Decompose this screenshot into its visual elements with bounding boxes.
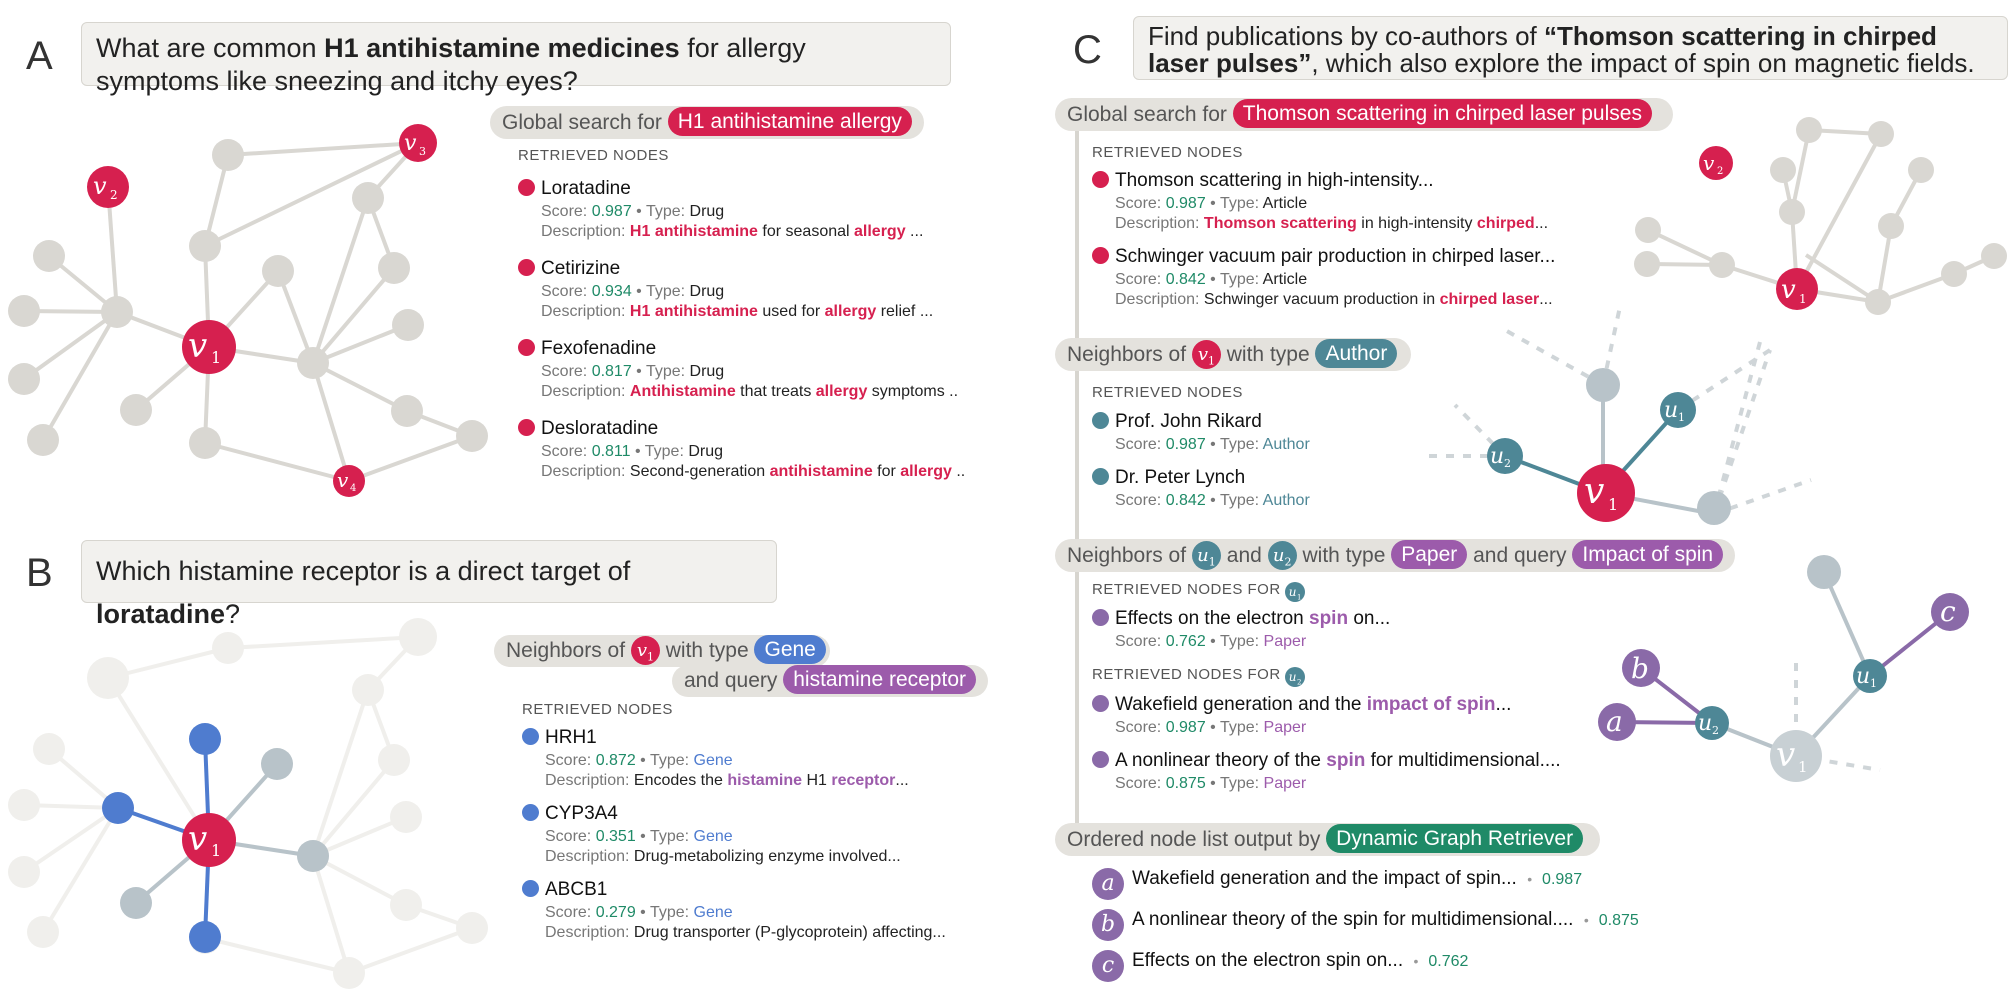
svg-text:4: 4 xyxy=(350,483,357,494)
node-meta xyxy=(1115,633,1390,651)
score-label: Score: xyxy=(1115,492,1166,509)
graph-c1-nodes xyxy=(1634,117,2007,315)
question-c-bold: “Thomson scattering in chirped laser pulses” xyxy=(1148,21,1937,78)
node-description xyxy=(1115,215,1548,233)
output-rank-badge: a xyxy=(1092,868,1124,900)
meta-separator: • xyxy=(1205,436,1220,453)
retrieved-node[interactable] xyxy=(1092,170,1548,233)
step-neighbors-author-text: Neighbors of xyxy=(1067,343,1187,366)
query-pill-a: H1 antihistamine allergy xyxy=(668,107,912,136)
meta-separator: • xyxy=(1205,775,1220,792)
step-ordered-output xyxy=(1055,823,1600,856)
retrieved-node[interactable] xyxy=(1092,694,1511,737)
svg-text:v: v xyxy=(1584,471,1605,512)
node-score: 0.987 xyxy=(591,203,632,220)
type-label: Type: xyxy=(1219,492,1263,509)
step-global-search-c xyxy=(1055,98,1673,131)
description-text: ... xyxy=(1534,215,1549,232)
output-separator: • xyxy=(1527,871,1537,887)
node-name: Wakefield generation and the xyxy=(1115,694,1367,715)
node-type: Drug xyxy=(689,203,725,220)
node-name: Fexofenadine xyxy=(541,338,657,359)
type-label: Type: xyxy=(649,904,694,921)
node-score: 0.279 xyxy=(595,904,636,921)
svg-text:v: v xyxy=(404,131,417,156)
svg-text:a: a xyxy=(1606,705,1623,738)
node-name: A nonlinear theory of the xyxy=(1115,750,1327,771)
node-type: Gene xyxy=(693,828,733,845)
u1-badge: $u_1$ xyxy=(1192,541,1221,570)
graph-c1-v1 xyxy=(1776,268,1818,310)
node-title xyxy=(1092,246,1555,268)
svg-text:1: 1 xyxy=(211,841,222,860)
node-dot xyxy=(1092,247,1109,264)
meta-separator: • xyxy=(630,443,645,460)
description-label: Description: xyxy=(545,924,634,941)
node-type: Drug xyxy=(688,443,724,460)
score-label: Score: xyxy=(541,443,592,460)
question-c-post: , which also explore the impact of spin on magnetic fields. xyxy=(1311,48,1975,78)
type-label: Type: xyxy=(644,443,689,460)
score-label: Score: xyxy=(541,283,592,300)
description-label: Description: xyxy=(1115,215,1204,232)
type-pill-gene: Gene xyxy=(754,635,825,664)
score-label: Score: xyxy=(1115,195,1166,212)
description-keyword: chirped laser xyxy=(1439,291,1540,308)
node-title xyxy=(1092,411,1310,433)
svg-text:u: u xyxy=(1698,711,1713,736)
type-label: Type: xyxy=(1219,775,1264,792)
node-title xyxy=(1092,467,1310,489)
node-title xyxy=(1092,170,1548,192)
question-b-pre: Which histamine receptor is a direct target of xyxy=(96,556,631,586)
type-label: Type: xyxy=(1219,271,1263,288)
svg-text:u: u xyxy=(1856,664,1871,689)
node-score: 0.875 xyxy=(1165,775,1206,792)
question-b-bold: loratadine xyxy=(96,599,226,629)
node-name: Prof. John Rikard xyxy=(1115,411,1262,432)
score-label: Score: xyxy=(545,828,596,845)
node-type: Drug xyxy=(689,283,725,300)
type-label: Type: xyxy=(649,828,694,845)
description-label: Description: xyxy=(545,848,634,865)
meta-separator: • xyxy=(635,904,650,921)
description-text: used for xyxy=(757,303,825,320)
output-separator: • xyxy=(1583,912,1593,928)
node-type: Drug xyxy=(689,363,725,380)
svg-text:v: v xyxy=(188,819,208,859)
svg-text:2: 2 xyxy=(1717,166,1724,177)
node-title xyxy=(1092,694,1511,716)
type-pill-paper: Paper xyxy=(1391,540,1467,569)
node-type: Author xyxy=(1262,492,1310,509)
node-dot xyxy=(1092,468,1109,485)
description-text: .. xyxy=(951,463,966,480)
node-name: Schwinger vacuum pair production in chirped laser... xyxy=(1115,246,1556,267)
step-neighbors-paper-text: Neighbors of xyxy=(1067,544,1187,567)
node-score: 0.987 xyxy=(1165,195,1206,212)
output-rank-badge: b xyxy=(1092,909,1124,941)
svg-text:2: 2 xyxy=(110,188,118,202)
node-type: Gene xyxy=(693,904,733,921)
type-label: Type: xyxy=(645,203,690,220)
description-text: Drug transporter (P-glycoprotein) affecting... xyxy=(633,924,946,941)
description-text: Encodes the xyxy=(633,772,728,789)
retriever-pill: Dynamic Graph Retriever xyxy=(1326,824,1583,853)
step-ordered-output-text: Ordered node list output by xyxy=(1067,828,1321,851)
question-a-post: for allergy symptoms like sneezing and itchy eyes? xyxy=(96,33,806,96)
svg-text:3: 3 xyxy=(419,145,426,158)
node-score: 0.872 xyxy=(595,752,636,769)
node-meta xyxy=(1115,436,1310,454)
node-name: Thomson scattering in high-intensity... xyxy=(1115,170,1434,191)
question-b-post: ? xyxy=(225,599,241,629)
svg-text:v: v xyxy=(1703,151,1715,175)
score-label: Score: xyxy=(541,203,592,220)
description-keyword: allergy xyxy=(815,383,868,400)
description-keyword: allergy xyxy=(824,303,877,320)
svg-text:1: 1 xyxy=(1798,758,1808,776)
output-title: Effects on the electron spin on... xyxy=(1132,950,1404,971)
node-name: Dr. Peter Lynch xyxy=(1115,467,1246,488)
node-name-suffix: on... xyxy=(1348,608,1391,629)
query-pill-b: histamine receptor xyxy=(783,665,976,694)
retrieved-nodes-for-u2-label: RETRIEVED NODES FOR $u_2$ xyxy=(1092,666,1305,687)
description-label: Description: xyxy=(541,383,630,400)
meta-separator: • xyxy=(1205,719,1220,736)
graph-c3-nodes xyxy=(1598,555,1969,782)
graph-c1-v2 xyxy=(1699,146,1733,180)
node-type: Article xyxy=(1262,271,1308,288)
svg-text:b: b xyxy=(1631,652,1649,685)
node-dot xyxy=(1092,609,1109,626)
description-keyword: H1 antihistamine xyxy=(629,223,758,240)
retrieved-node[interactable] xyxy=(1092,411,1310,454)
svg-text:1: 1 xyxy=(211,348,222,367)
score-label: Score: xyxy=(1115,271,1166,288)
type-label: Type: xyxy=(1219,436,1263,453)
type-label: Type: xyxy=(649,752,694,769)
retrieved-node[interactable] xyxy=(1092,750,1561,793)
node-type: Gene xyxy=(693,752,733,769)
node-type: Author xyxy=(1262,436,1310,453)
description-label: Description: xyxy=(541,223,630,240)
description-text: that treats xyxy=(735,383,816,400)
description-label: Description: xyxy=(541,463,630,480)
node-score: 0.842 xyxy=(1165,271,1206,288)
description-text: Schwinger vacuum production in xyxy=(1203,291,1440,308)
step-query-b-text: and query xyxy=(684,669,778,692)
svg-text:1: 1 xyxy=(1608,495,1619,514)
node-dot xyxy=(1092,171,1109,188)
v1-badge: $v_1$ xyxy=(1192,340,1221,369)
node-dot xyxy=(1092,751,1109,768)
retrieved-nodes-for-u1-label: RETRIEVED NODES FOR $u_1$ xyxy=(1092,581,1305,602)
node-score: 0.842 xyxy=(1165,492,1206,509)
description-keyword: allergy xyxy=(900,463,952,480)
query-pill-impact-of-spin: Impact of spin xyxy=(1572,540,1723,569)
output-item[interactable] xyxy=(1092,868,1582,900)
node-name-suffix: for multidimensional.... xyxy=(1365,750,1561,771)
step-neighbors-paper-and: and xyxy=(1226,544,1262,567)
score-label: Score: xyxy=(545,752,596,769)
score-label: Score: xyxy=(1115,775,1166,792)
node-name-highlight: impact of spin xyxy=(1366,694,1496,715)
node-score: 0.987 xyxy=(1165,436,1206,453)
output-title: A nonlinear theory of the spin for multidimensional.... xyxy=(1132,909,1574,930)
meta-separator: • xyxy=(635,828,650,845)
node-score: 0.987 xyxy=(1165,719,1206,736)
svg-text:2: 2 xyxy=(1712,724,1719,737)
node-type: Paper xyxy=(1263,633,1307,650)
node-meta xyxy=(1115,271,1555,289)
step-neighbors-paper xyxy=(1055,539,1735,572)
query-pill-c1: Thomson scattering in chirped laser pulses xyxy=(1233,99,1652,128)
node-type: Article xyxy=(1262,195,1308,212)
node-meta xyxy=(1115,195,1548,213)
step-neighbors-author xyxy=(1055,338,1411,371)
meta-separator: • xyxy=(1205,633,1220,650)
node-meta xyxy=(1115,719,1511,737)
description-text: symptoms .. xyxy=(867,383,959,400)
description-label: Description: xyxy=(1115,291,1204,308)
svg-text:1: 1 xyxy=(1870,677,1877,690)
description-label: Description: xyxy=(541,303,630,320)
svg-text:v: v xyxy=(1776,735,1796,775)
retrieved-nodes-label-c2: RETRIEVED NODES xyxy=(1092,384,1243,401)
svg-text:u: u xyxy=(1664,398,1679,423)
retrieved-node[interactable] xyxy=(1092,467,1310,510)
description-text: ... xyxy=(905,223,924,240)
description-keyword: chirped xyxy=(1476,215,1535,232)
meta-separator: • xyxy=(1205,271,1220,288)
output-score: 0.762 xyxy=(1428,953,1469,970)
u2-mini-badge: $u_2$ xyxy=(1285,667,1305,687)
meta-separator: • xyxy=(1205,195,1220,212)
description-text: for xyxy=(872,463,901,480)
svg-text:c: c xyxy=(1940,595,1956,628)
node-meta xyxy=(1115,492,1310,510)
description-text: ... xyxy=(1539,291,1553,308)
node-name: Desloratadine xyxy=(541,418,659,439)
score-label: Score: xyxy=(1115,436,1166,453)
step-neighbors-author-with-type: with type xyxy=(1226,343,1310,366)
svg-text:v: v xyxy=(337,468,349,492)
description-text: in high-intensity xyxy=(1356,215,1477,232)
question-c-pre: Find publications by co-authors of xyxy=(1148,21,1544,51)
description-keyword: histamine xyxy=(727,772,803,789)
meta-separator: • xyxy=(1205,492,1220,509)
type-label: Type: xyxy=(645,363,690,380)
svg-text:v: v xyxy=(93,172,107,200)
description-text: H1 xyxy=(802,772,832,789)
output-item[interactable] xyxy=(1092,909,1639,941)
node-type: Paper xyxy=(1263,775,1307,792)
output-score: 0.987 xyxy=(1542,871,1583,888)
type-label: Type: xyxy=(1219,195,1263,212)
node-dot xyxy=(1092,695,1109,712)
retrieved-nodes-label-b: RETRIEVED NODES xyxy=(522,701,673,718)
meta-separator: • xyxy=(631,203,646,220)
node-name-highlight: spin xyxy=(1326,750,1366,771)
step-neighbors-paper-with-type: with type xyxy=(1302,544,1386,567)
svg-text:u: u xyxy=(1490,444,1505,469)
description-text: relief ... xyxy=(876,303,934,320)
step-global-search-a-text: Global search for xyxy=(502,111,662,134)
node-type: Paper xyxy=(1263,719,1307,736)
description-label: Description: xyxy=(545,772,634,789)
node-name-highlight: spin xyxy=(1309,608,1349,629)
node-title xyxy=(1092,750,1561,772)
question-a-pre: What are common xyxy=(96,33,325,63)
output-title: Wakefield generation and the impact of spin... xyxy=(1132,868,1517,889)
meta-separator: • xyxy=(631,283,646,300)
panel-letter-c: C xyxy=(1073,28,1102,72)
question-a-bold: H1 antihistamine medicines xyxy=(324,33,680,63)
description-keyword: Thomson scattering xyxy=(1203,215,1357,232)
retrieved-node[interactable] xyxy=(1092,246,1555,309)
description-keyword: antihistamine xyxy=(769,463,873,480)
panel-letter-b: B xyxy=(26,551,53,595)
node-title xyxy=(1092,608,1390,630)
u2-badge: $u_2$ xyxy=(1268,541,1297,570)
type-pill-author: Author xyxy=(1315,339,1397,368)
score-label: Score: xyxy=(1115,719,1166,736)
svg-text:v: v xyxy=(1781,275,1796,305)
svg-text:2: 2 xyxy=(1504,457,1511,470)
meta-separator: • xyxy=(635,752,650,769)
description-text: Second-generation xyxy=(629,463,770,480)
type-label: Type: xyxy=(645,283,690,300)
step-neighbors-b-text: Neighbors of xyxy=(506,639,626,662)
description-keyword: allergy xyxy=(854,223,906,240)
description-text: ... xyxy=(895,772,909,789)
description-keyword: Antihistamine xyxy=(629,383,736,400)
node-name: Cetirizine xyxy=(541,258,621,279)
graph-c3-edges xyxy=(1617,572,1950,756)
retrieved-node[interactable] xyxy=(1092,608,1390,651)
node-meta xyxy=(1115,775,1561,793)
node-name: Loratadine xyxy=(541,178,631,199)
description-keyword: H1 antihistamine xyxy=(629,303,758,320)
type-label: Type: xyxy=(1219,633,1264,650)
type-label: Type: xyxy=(1219,719,1264,736)
node-name: CYP3A4 xyxy=(545,803,618,824)
output-item[interactable] xyxy=(1092,950,1468,982)
node-score: 0.817 xyxy=(591,363,632,380)
output-rank-badge: c xyxy=(1092,950,1124,982)
node-name: HRH1 xyxy=(545,727,597,748)
node-score: 0.762 xyxy=(1165,633,1206,650)
panel-letter-a: A xyxy=(26,34,53,78)
node-name-suffix: ... xyxy=(1495,694,1512,715)
step-global-search-c-text: Global search for xyxy=(1067,103,1227,126)
score-label: Score: xyxy=(545,904,596,921)
node-dot xyxy=(1092,412,1109,429)
step-neighbors-paper-and-query: and query xyxy=(1473,544,1567,567)
description-keyword: receptor xyxy=(831,772,896,789)
node-score: 0.934 xyxy=(591,283,632,300)
node-name: ABCB1 xyxy=(545,879,608,900)
node-description xyxy=(1115,291,1555,309)
node-score: 0.811 xyxy=(591,443,631,460)
u1-mini-badge: $u_1$ xyxy=(1285,582,1305,602)
svg-text:1: 1 xyxy=(1799,292,1807,306)
graph-c2-v1 xyxy=(1577,464,1635,522)
score-label: Score: xyxy=(1115,633,1166,650)
description-text: Drug-metabolizing enzyme involved... xyxy=(633,848,901,865)
output-separator: • xyxy=(1413,953,1423,969)
meta-separator: • xyxy=(631,363,646,380)
step-neighbors-b-with-type: with type xyxy=(665,639,749,662)
retrieved-nodes-label-a: RETRIEVED NODES xyxy=(518,147,669,164)
score-label: Score: xyxy=(541,363,592,380)
node-score: 0.351 xyxy=(595,828,636,845)
retrieved-nodes-label-c1: RETRIEVED NODES xyxy=(1092,144,1243,161)
node-name: Effects on the electron xyxy=(1115,608,1309,629)
svg-text:v: v xyxy=(188,326,208,366)
output-score: 0.875 xyxy=(1598,912,1639,929)
svg-text:1: 1 xyxy=(1678,411,1685,424)
v1-badge: $v_1$ xyxy=(631,636,660,665)
description-text: for seasonal xyxy=(757,223,855,240)
